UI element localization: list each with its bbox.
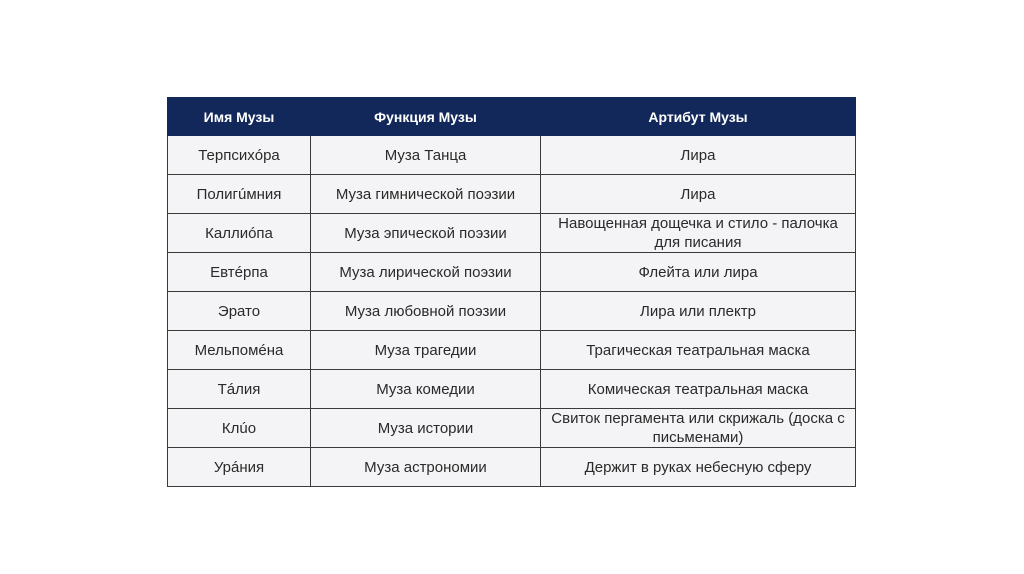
table-row [168,214,856,253]
table-header [168,98,856,136]
muse-attribute: Лира [541,175,856,214]
muse-attribute: Лира [541,136,856,175]
muse-function: Муза гимнической поэзии [311,175,541,214]
table-row [168,409,856,448]
muse-name: Евтéрпа [168,253,311,292]
muse-name: Тáлия [168,370,311,409]
table-row [168,175,856,214]
muse-function: Муза Танца [311,136,541,175]
table-row [168,331,856,370]
muse-function: Муза астрономии [311,448,541,487]
muse-function: Муза эпической поэзии [311,214,541,253]
header-row [168,98,856,136]
table-row [168,448,856,487]
table-body [168,136,856,487]
muses-table [167,97,856,487]
muse-name: Терпсихóра [168,136,311,175]
muse-attribute: Флейта или лира [541,253,856,292]
muse-function: Муза трагедии [311,331,541,370]
header-attribute: Артибут Музы [541,98,856,136]
muse-name: Мельпомéна [168,331,311,370]
muse-name: Каллиóпа [168,214,311,253]
muse-attribute: Лира или плектр [541,292,856,331]
muse-attribute: Свиток пергамента или скрижаль (доска с письменами) [541,409,856,448]
muse-attribute: Комическая театральная маска [541,370,856,409]
muse-name: Полигúмния [168,175,311,214]
muse-name: Эрато [168,292,311,331]
muse-name: Урáния [168,448,311,487]
muse-function: Муза истории [311,409,541,448]
table-row [168,136,856,175]
muse-name: Клúо [168,409,311,448]
header-function: Функция Музы [311,98,541,136]
table-row [168,292,856,331]
table-row [168,253,856,292]
muse-function: Муза лирической поэзии [311,253,541,292]
muse-function: Муза любовной поэзии [311,292,541,331]
muse-attribute: Трагическая театральная маска [541,331,856,370]
muse-attribute: Держит в руках небесную сферу [541,448,856,487]
header-name: Имя Музы [168,98,311,136]
muse-attribute: Навощенная дощечка и стило - палочка для писания [541,214,856,253]
muse-function: Муза комедии [311,370,541,409]
table-row [168,370,856,409]
